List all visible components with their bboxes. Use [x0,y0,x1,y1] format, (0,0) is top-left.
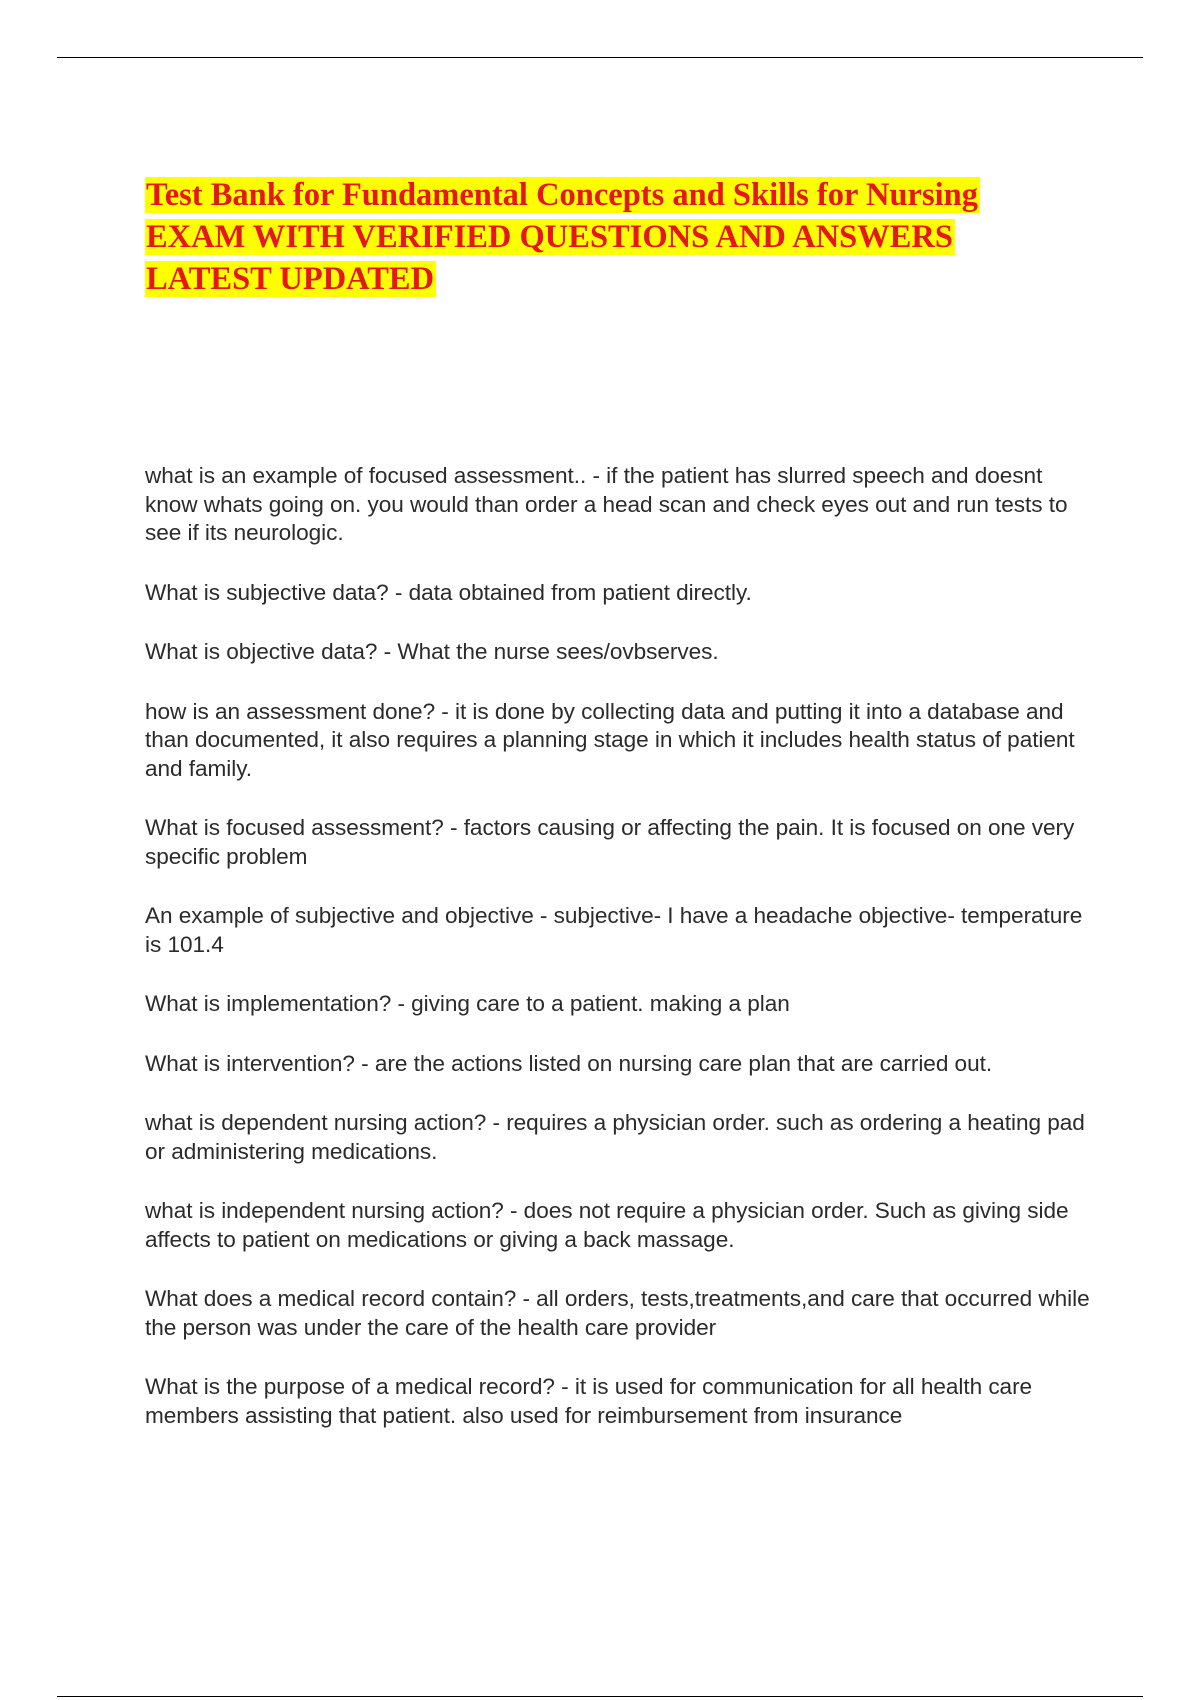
title-line-3: LATEST UPDATED [146,261,435,297]
qa-item: how is an assessment done? - it is done by collecting data and putting it into a database and than documented, it also requires a planning stage in which it includes health status of patient and family. [145,698,1075,781]
bottom-rule [57,1696,1143,1697]
qa-item: What is intervention? - are the actions listed on nursing care plan that are carried out. [145,1050,993,1076]
qa-item: What does a medical record contain? - all orders, tests,treatments,and care that occurred while the person was under the care of the health care provider [145,1286,1090,1340]
qa-item: What is objective data? - What the nurse sees/ovbserves. [145,639,719,664]
qa-item: What is the purpose of a medical record? - it is used for communication for all health care members assisting that patient. also used for reimbursement from insurance [145,1374,1033,1428]
qa-item: what is independent nursing action? - does not require a physician order. Such as giving side affects to patient on medications or giving a back massage. [145,1198,1069,1252]
document-title [145,174,1145,300]
qa-item: What is implementation? - giving care to a patient. making a plan [145,991,790,1016]
qa-list [145,462,1100,1461]
title-line-2: EXAM WITH VERIFIED QUESTIONS AND ANSWERS [146,219,953,255]
qa-item: What is subjective data? - data obtained from patient directly. [145,579,752,605]
qa-item: what is an example of focused assessment.. - if the patient has slurred speech and doesnt know whats going on. you would than order a head scan and check eyes out and run tests to see if its neurologic. [145,463,1068,545]
top-rule [57,57,1143,58]
title-line-1: Test Bank for Fundamental Concepts and Skills for Nursing [146,177,978,213]
qa-item: what is dependent nursing action? - requires a physician order. such as ordering a heating pad or administering medications. [145,1110,1085,1164]
qa-item: An example of subjective and objective - subjective- I have a headache objective- temperature is 101.4 [145,903,1083,957]
qa-item: What is focused assessment? - factors causing or affecting the pain. It is focused on one very specific problem [145,815,1075,869]
